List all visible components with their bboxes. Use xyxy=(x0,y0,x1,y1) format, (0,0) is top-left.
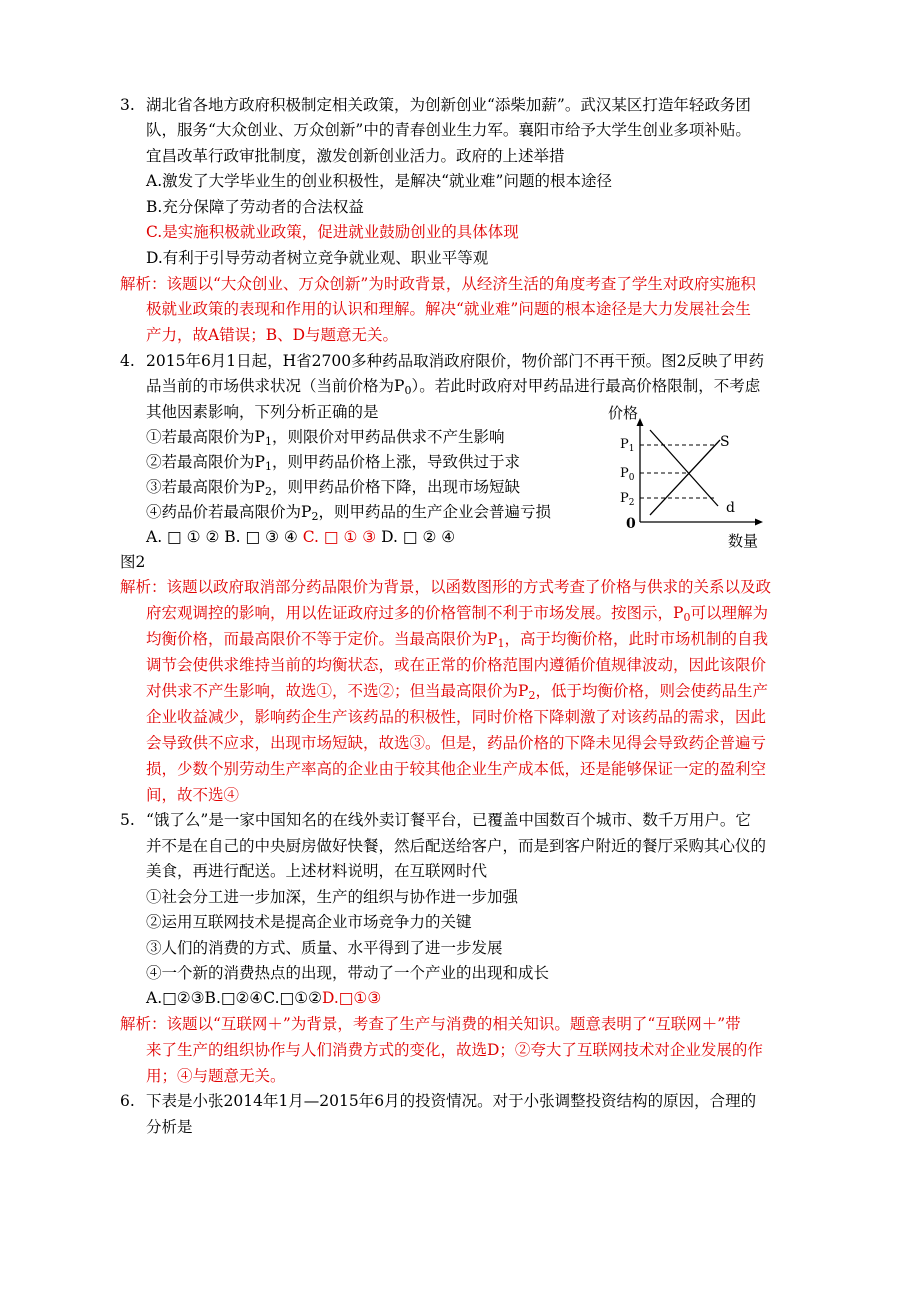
q5-statement-4: ④一个新的消费热点的出现，带动了一个产业的出现和成长 xyxy=(146,964,550,982)
supply-label: S xyxy=(720,434,730,450)
q4-stem-line-1: 2015年6月1日起，H省2700多种药品取消政府限价，物价部门不再干预。图2反映了甲药 xyxy=(146,352,764,370)
q4-analysis-line-3: 均衡价格，而最高限价不等于定价。当最高限价为$P_1$，高于均衡价格，此时市场机制的自我 xyxy=(146,630,768,650)
q5-correct-option: D.□①③ xyxy=(321,989,382,1007)
supply-demand-chart xyxy=(598,400,778,550)
q5-statement-1: ①社会分工进一步加深，生产的组织与协作进一步加强 xyxy=(146,888,519,906)
q5-stem-line-1: “饿了么”是一家中国知名的在线外卖订餐平台，已覆盖中国数百个城市、数千万用户。它 xyxy=(146,811,751,829)
q5-stem-line-3: 美食，再进行配送。上述材料说明，在互联网时代 xyxy=(146,862,488,880)
q3-analysis-line-2: 极就业政策的表现和作用的认识和理解。解决“就业难”问题的根本途径是大力发展社会生 xyxy=(146,300,751,318)
q5-analysis-line-3: 用；④与题意无关。 xyxy=(146,1067,286,1085)
q3-option-a: A.激发了大学毕业生的创业积极性，是解决“就业难”问题的根本途径 xyxy=(146,172,612,190)
q4-analysis-line-7: 会导致供不应求，出现市场短缺，故选③。但是，药品价格的下降未见得会导致药企普遍亏 xyxy=(146,734,767,752)
q4-statement-3: ③若最高限价为$P_2$，则甲药品价格下降，出现市场短缺 xyxy=(146,478,520,498)
q4-statement-2: ②若最高限价为$P_1$，则甲药品价格上涨，导致供过于求 xyxy=(146,453,520,473)
q4-statement-1: ①若最高限价为$P_1$，则限价对甲药品供求不产生影响 xyxy=(146,428,505,448)
q3-option-d: D.有利于引导劳动者树立竞争就业观、职业平等观 xyxy=(146,249,489,267)
p1-label: $P_1$ xyxy=(620,437,635,454)
y-axis-label: 价格 xyxy=(608,404,639,422)
origin-label: 0 xyxy=(626,516,636,532)
q6-stem-line-2: 分析是 xyxy=(146,1118,193,1136)
q3-stem-line-1: 湖北省各地方政府积极制定相关政策，为创新创业“添柴加薪”。武汉某区打造年轻政务团 xyxy=(146,96,751,114)
q4-stem-line-2: 品当前的市场供求状况（当前价格为$P_0$）。若此时政府对甲药品进行最高价格限制，不考虑 xyxy=(146,377,761,397)
q4-statement-4: ④药品价若最高限价为$P_2$，则甲药品的生产企业会普遍亏损 xyxy=(146,503,551,523)
q4-analysis-line-8: 损，少数个别劳动生产率高的企业由于较其他企业生产成本低，还是能够保证一定的盈利空 xyxy=(146,760,767,778)
q4-analysis-line-1: 解析：该题以政府取消部分药品限价为背景，以函数图形的方式考查了价格与供求的关系以及政 xyxy=(120,578,772,596)
q3-option-b: B.充分保障了劳动者的合法权益 xyxy=(146,198,364,216)
q4-analysis-line-6: 企业收益减少，影响药企生产该药品的积极性，同时价格下降刺激了对该药品的需求，因此 xyxy=(146,708,767,726)
q5-options: A.□②③B.□②④C.□①②D.□①③ xyxy=(146,989,382,1007)
q5-analysis-line-2: 来了生产的组织协作与人们消费方式的变化，故选D；②夸大了互联网技术对企业发展的作 xyxy=(146,1041,763,1059)
q5-statement-3: ③人们的消费的方式、质量、水平得到了进一步发展 xyxy=(146,939,503,957)
q5-statement-2: ②运用互联网技术是提高企业市场竞争力的关键 xyxy=(146,913,472,931)
p2-label: $P_2$ xyxy=(620,491,635,508)
demand-label: d xyxy=(726,500,735,516)
q4-correct-option: C. □ ① ③ xyxy=(302,528,377,546)
q6-number: 6. xyxy=(120,1092,135,1110)
q5-number: 5. xyxy=(120,811,135,829)
q3-number: 3. xyxy=(120,96,135,114)
q5-stem-line-2: 并不是在自己的中央厨房做好快餐，然后配送给客户，而是到客户附近的餐厅采购其心仪的 xyxy=(146,837,767,855)
supply-curve xyxy=(650,440,720,515)
p0-label: $P_0$ xyxy=(620,466,635,483)
demand-curve xyxy=(650,430,718,506)
q4-analysis-line-5: 对供求不产生影响，故选①，不选②；但当最高限价为$P_2$，低于均衡价格，则会使药品生产 xyxy=(146,682,768,702)
x-axis-label: 数量 xyxy=(728,532,759,550)
q3-analysis-line-3: 产力，故A错误；B、D与题意无关。 xyxy=(146,326,399,344)
q3-analysis-line-1: 解析：该题以“大众创业、万众创新”为时政背景，从经济生活的角度考查了学生对政府实施积 xyxy=(120,275,756,293)
q3-option-c: C.是实施积极就业政策，促进就业鼓励创业的具体体现 xyxy=(146,223,519,241)
x-axis-arrow xyxy=(755,519,763,526)
q4-number: 4. xyxy=(120,352,135,370)
q4-figure-caption: 图2 xyxy=(120,553,146,571)
q3-stem-line-2: 队，服务“大众创业、万众创新”中的青春创业生力军。襄阳市给予大学生创业多项补贴。 xyxy=(146,121,751,139)
q4-options: A. □ ① ② B. □ ③ ④ C. □ ① ③ D. □ ② ④ xyxy=(146,528,456,546)
q4-analysis-line-4: 调节会使供求维持当前的均衡状态，或在正常的价格范围内遵循价值规律波动，因此该限价 xyxy=(146,656,767,674)
q4-stem-line-3: 其他因素影响，下列分析正确的是 xyxy=(146,403,379,421)
q3-stem-line-3: 宜昌改革行政审批制度，激发创新创业活力。政府的上述举措 xyxy=(146,147,565,165)
q5-analysis-line-1: 解析：该题以“互联网＋”为背景，考查了生产与消费的相关知识。题意表明了“互联网＋”带 xyxy=(120,1015,741,1033)
q6-stem-line-1: 下表是小张2014年1月—2015年6月的投资情况。对于小张调整投资结构的原因，合理的 xyxy=(146,1092,757,1110)
q4-analysis-line-9: 间，故不选④ xyxy=(146,786,240,804)
q4-analysis-line-2: 府宏观调控的影响，用以佐证政府过多的价格管制不利于市场发展。按图示，$P_0$可以理解为 xyxy=(146,604,768,624)
